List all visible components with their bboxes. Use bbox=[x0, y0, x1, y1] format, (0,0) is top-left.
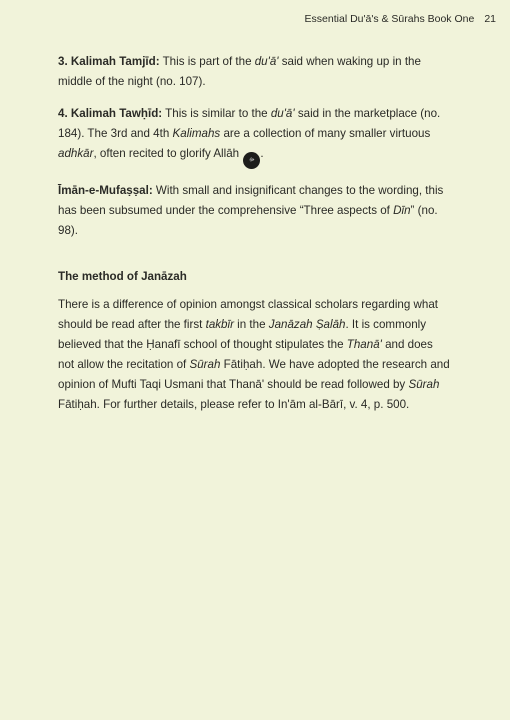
kalimah-tawhid-label: 4. Kalimah Tawḥīd: bbox=[58, 107, 163, 120]
page-header bbox=[305, 13, 496, 25]
paragraph-janazah-method bbox=[58, 295, 450, 415]
iman-e-mufassal-label: Īmān-e-Mufaṣṣal: bbox=[58, 184, 153, 197]
page-body bbox=[58, 52, 450, 427]
text: are a collection of many smaller virtuous bbox=[220, 127, 431, 140]
kalimah-tamjid-label: 3. Kalimah Tamjīd: bbox=[58, 55, 160, 68]
text: . It is commonly believed that the Ḥanafī school of thought stipulates the bbox=[58, 318, 427, 351]
text: Fātiḥah. We have adopted the research and opinion of Mufti Taqi Usmani that Thanā' should be read followed by bbox=[58, 358, 450, 391]
paragraph-iman-e-mufassal bbox=[58, 181, 450, 241]
text: There is a difference of opinion amongst classical scholars regarding what should be read after the first bbox=[58, 298, 439, 331]
page-number: 21 bbox=[484, 13, 496, 25]
italic-term: takbīr bbox=[205, 318, 234, 331]
italic-term: Sūrah bbox=[189, 358, 221, 371]
text: Fātiḥah. For further details, please refer to In'ām al-Bārī, v. 4, p. 500. bbox=[58, 398, 410, 411]
italic-term: du'ā' bbox=[254, 55, 279, 68]
text: . bbox=[260, 147, 264, 160]
text: This is part of the bbox=[159, 55, 255, 68]
italic-term: Sūrah bbox=[408, 378, 440, 391]
italic-term: Kalimahs bbox=[172, 127, 221, 140]
subhanahu-seal-icon: ﷻ bbox=[243, 152, 260, 169]
text: and does not allow the recitation of bbox=[58, 338, 433, 371]
text: This is similar to the bbox=[162, 107, 271, 120]
text: , often recited to glorify Allāh bbox=[93, 147, 243, 160]
section-heading: The method of Janāzah bbox=[58, 270, 187, 283]
paragraph-kalimah-tawhid bbox=[58, 104, 450, 169]
italic-term: Thanā' bbox=[346, 338, 382, 351]
italic-term: Dīn bbox=[393, 204, 411, 217]
italic-term: adhkār bbox=[58, 147, 94, 160]
book-title: Essential Du'ā's & Sūrahs Book One bbox=[304, 13, 475, 25]
text: ” (no. 98). bbox=[58, 204, 438, 237]
italic-term: du'ā' bbox=[270, 107, 295, 120]
text: in the bbox=[233, 318, 269, 331]
text: said in the marketplace (no. 184). The 3rd and 4th bbox=[58, 107, 441, 140]
italic-term: Janāzah Ṣalāh bbox=[268, 318, 346, 331]
text: With small and insignificant changes to the wording, this has been subsumed under the comprehensive “Three aspects of bbox=[58, 184, 444, 217]
paragraph-kalimah-tamjid bbox=[58, 52, 450, 92]
text: said when waking up in the middle of the night (no. 107). bbox=[58, 55, 421, 88]
